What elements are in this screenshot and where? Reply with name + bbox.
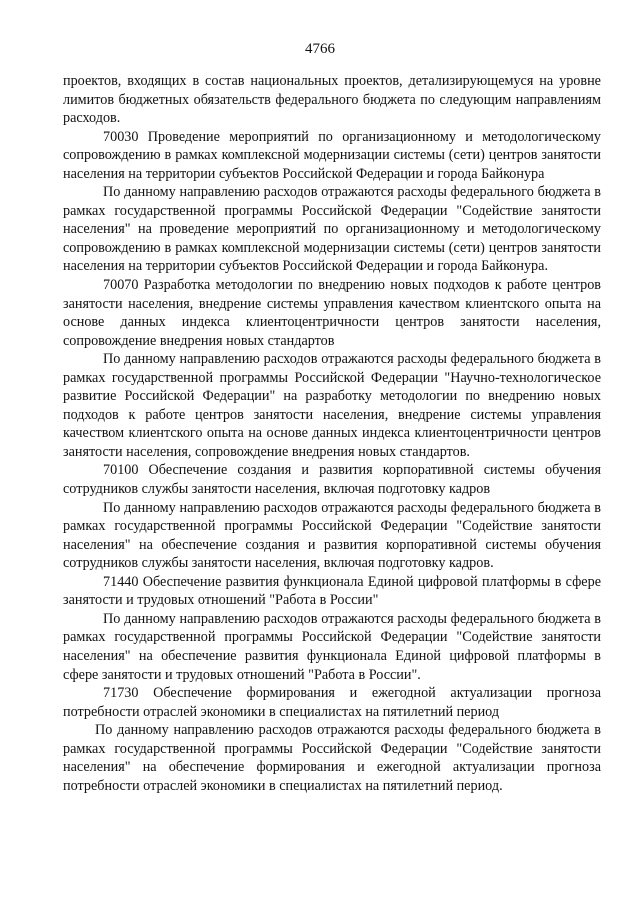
- paragraph-description-70030: По данному направлению расходов отражаются расходы федерального бюджета в рамках государственной программы Российской Федерации "Содействие занятости населения" на проведение мероприятий по организационному и методологическому сопровождению в рамках комплексной модернизации системы (сети) центров занятости населения на территории субъектов Российской Федерации и города Байконура.: [63, 184, 601, 275]
- page-number: 4766: [305, 41, 335, 57]
- paragraph-continuation: проектов, входящих в состав национальных проектов, детализирующемуся на уровне лимитов бюджетных обязательств федерального бюджета по следующим направлениям расходов.: [63, 73, 601, 127]
- paragraph-heading-71730: 71730 Обеспечение формирования и ежегодной актуализации прогноза потребности отраслей экономики в специалистах на пятилетний период: [63, 685, 601, 720]
- paragraph-heading-70070: 70070 Разработка методологии по внедрению новых подходов к работе центров занятости населения, внедрение системы управления качеством клиентского опыта на основе данных индекса клиентоцентричности центров занятости населения, сопровождение внедрения новых стандартов: [63, 277, 601, 349]
- paragraph-description-70070: По данному направлению расходов отражаются расходы федерального бюджета в рамках государственной программы Российской Федерации "Научно-технологическое развитие Российской Федерации" на разработку методологии по внедрению новых подходов к работе центров занятости населения, внедрение системы управления качеством клиентского опыта на основе данных индекса клиентоцентричности центров занятости населения, сопровождение внедрения новых стандартов.: [63, 351, 601, 460]
- document-body: [63, 72, 601, 795]
- paragraph-heading-70100: 70100 Обеспечение создания и развития корпоративной системы обучения сотрудников службы занятости населения, включая подготовку кадров: [63, 462, 601, 498]
- paragraph-heading-70030: 70030 Проведение мероприятий по организационному и методологическому сопровождению в рамках комплексной модернизации системы (сети) центров занятости населения на территории субъектов Российской Федерации и города Байконура: [63, 128, 601, 182]
- paragraph-description-71730: По данному направлению расходов отражаются расходы федерального бюджета в рамках государственной программы Российской Федерации "Содействие занятости населения" на обеспечение формирования и ежегодной актуализации прогноза потребности отраслей экономики в специалистах на пятилетний период.: [63, 722, 601, 794]
- paragraph-description-71440: По данному направлению расходов отражаются расходы федерального бюджета в рамках государственной программы Российской Федерации "Содействие занятости населения" на обеспечение развития функционала Единой цифровой платформы в сфере занятости и трудовых отношений "Работа в России".: [63, 610, 601, 683]
- paragraph-heading-71440: 71440 Обеспечение развития функционала Единой цифровой платформы в сфере занятости и трудовых отношений "Работа в России": [63, 573, 601, 609]
- paragraph-description-70100: По данному направлению расходов отражаются расходы федерального бюджета в рамках государственной программы Российской Федерации "Содействие занятости населения" на обеспечение создания и развития корпоративной системы обучения сотрудников службы занятости населения, включая подготовку кадров.: [63, 499, 601, 572]
